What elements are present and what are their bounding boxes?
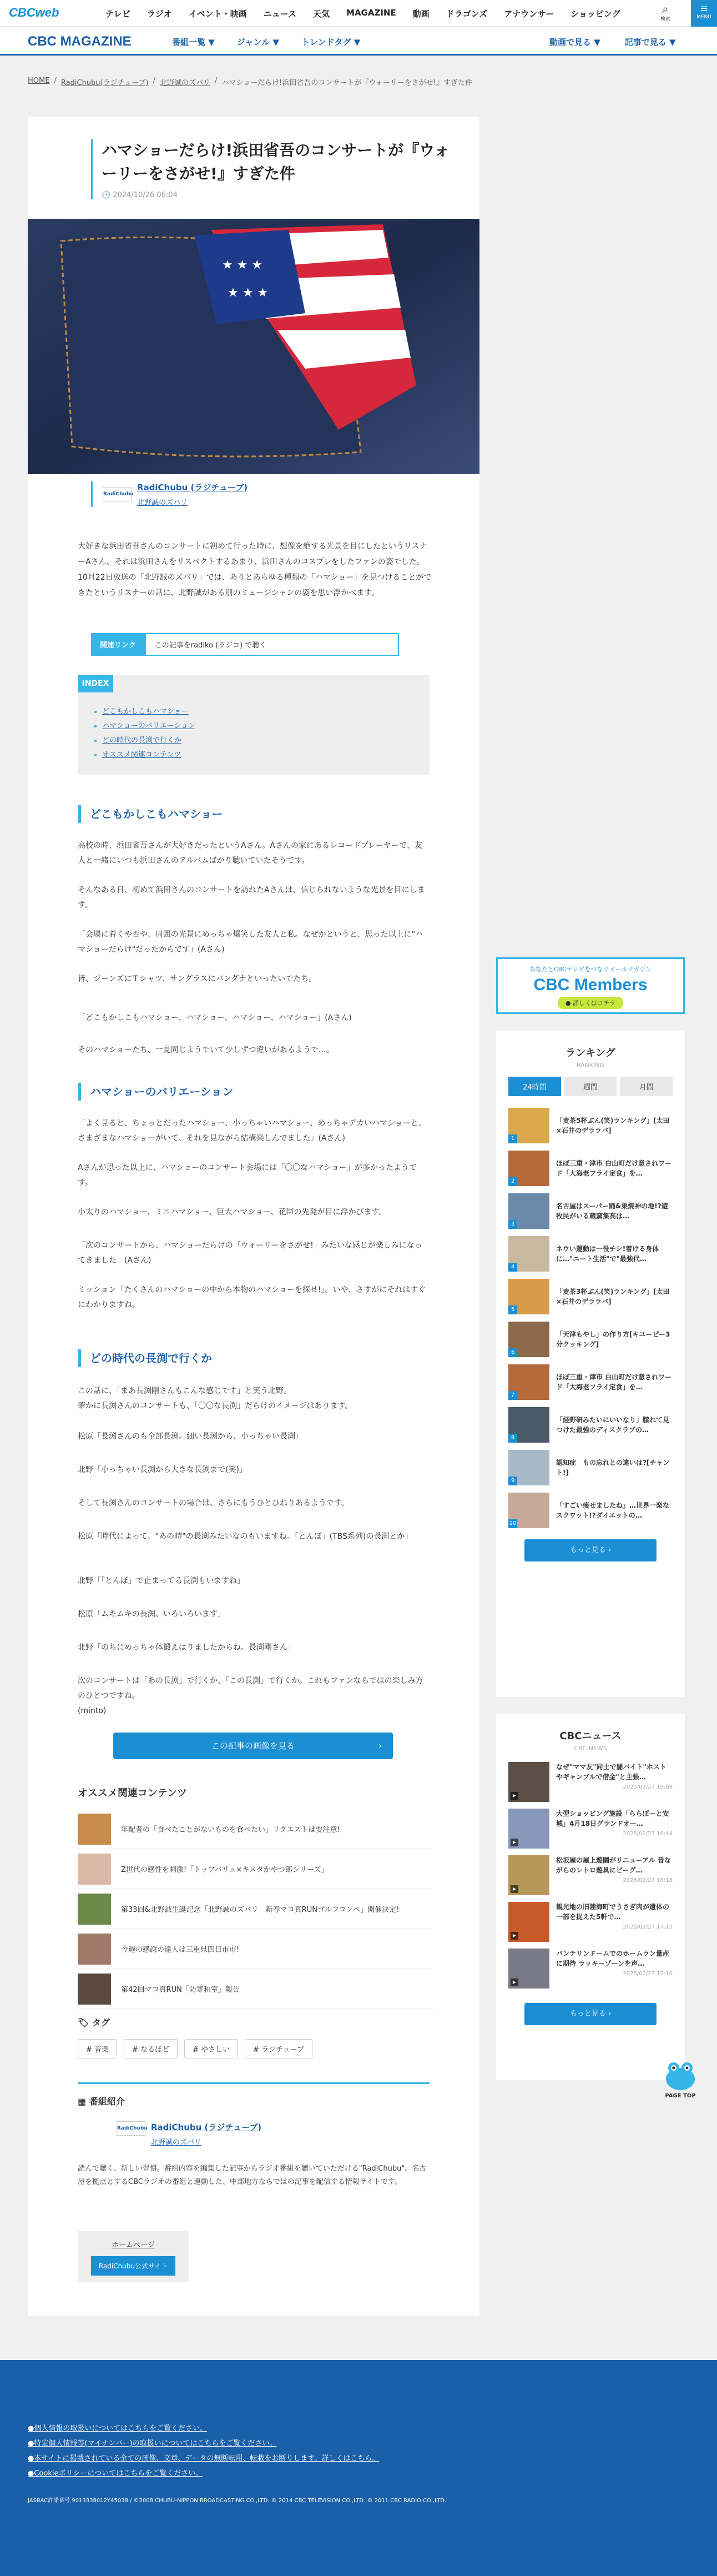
nav-radio[interactable]: ラジオ	[147, 9, 172, 19]
section-paragraph: 小太りのハマショー、ミニハマショー、巨大ハマショー、花帯の先発が目に浮かびます。	[78, 1208, 387, 1217]
radichubu-official-button[interactable]: RadiChubu公式サイト	[91, 2256, 175, 2276]
index-link[interactable]: どの時代の長渕で行くか	[102, 736, 182, 745]
ranking-thumbnail	[508, 1151, 549, 1186]
view-images-label: この記事の画像を見る	[211, 1741, 295, 1751]
recommend-text: 今週の感謝の達人は三重県四日市市!	[121, 1946, 240, 1954]
ranking-thumbnail	[508, 1364, 549, 1400]
news-text: 観光地の旧陸海町でうさぎ肉が遺体の一部を捉えた5軒で…	[556, 1903, 670, 1921]
nav-announcer[interactable]: アナウンサー	[504, 9, 554, 19]
news-title: CBCニュース	[559, 1730, 622, 1742]
ranking-text: ネウい運動は一役チシ!着ける身体に…"ニート生活"で"最強代…	[556, 1244, 659, 1263]
footer-links	[28, 2421, 379, 2481]
divider	[78, 2082, 430, 2084]
section-paragraph: 北野「「とんぼ」で止まってる長渕もいますね」	[78, 1576, 245, 1585]
rank-number: 8	[508, 1434, 517, 1443]
ranking-item[interactable]	[508, 1446, 673, 1489]
footer-link[interactable]: ●Cookieポリシーについてはこちらをご覧ください。	[28, 2469, 203, 2478]
search-label: 検索	[660, 17, 670, 22]
nav-program-list[interactable]: 番組一覧 ▼	[172, 37, 215, 47]
program-info-description: 読んで聴く、新しい習慣。番組内容を編集した記事からラジオ番組を聴いていただける"RadiChubu"。名古屋を拠点とするCBCラジオの番組と連動した、中部地方ならではの記事を配信する情報サイトです。	[78, 2165, 427, 2186]
section-paragraph: そんなある日、初めて浜田さんのコンサートを訪れたAさんは、信じられないような光景を目にします。	[78, 886, 425, 910]
nav-tv[interactable]: テレビ	[105, 9, 130, 19]
ranking-text: 「すごい痩せましたね」…世界一楽なスクワット!?ダイエットの…	[556, 1501, 670, 1519]
ranking-item[interactable]	[508, 1147, 673, 1189]
ranking-thumbnail	[508, 1450, 549, 1485]
news-text: なぜ"ママ友"同士で闇バイト"ホストやギャンブルで借金"と主張…	[556, 1763, 666, 1781]
rank-number: 3	[508, 1220, 517, 1229]
ranking-item[interactable]	[508, 1232, 673, 1275]
rank-number: 4	[508, 1263, 517, 1272]
recommend-thumbnail	[78, 1974, 111, 2005]
section-paragraph: 北野「のちにめっちゃ体鍛えはりましたからね。長渕剛さん」	[78, 1643, 295, 1652]
play-icon: ▶	[511, 1792, 518, 1800]
frog-mascot-icon	[664, 2060, 697, 2091]
global-header	[0, 0, 717, 27]
ranking-text: ほぼ三重・津市 白山町だけ意されワード「大海老フライ定食」を…	[556, 1373, 672, 1391]
section-paragraph: そして長渕さんのコンサートの場合は、さらにもうひとひねりあるようです。	[78, 1499, 349, 1508]
nav-shopping[interactable]: ショッピング	[570, 9, 620, 19]
section-paragraph: そのハマショーたち、一見同じようでいて少しずつ違いがあるようで…。	[78, 1046, 334, 1054]
tag-chip[interactable]: # ラジチューブ	[245, 2039, 312, 2058]
view-images-button[interactable]	[113, 1733, 393, 1759]
program-info-card	[117, 2121, 261, 2147]
recommend-text: Z世代の感性を刺激!「トップバリュ×キメタかやつ郎シリーズ」	[121, 1866, 329, 1874]
tag-chip[interactable]: # やさしい	[184, 2039, 238, 2058]
nav-watch-video[interactable]: 動画で見る ▼	[549, 37, 600, 47]
news-item[interactable]	[508, 1762, 673, 1809]
recommend-text: 第33回&北野誠生誕記念「北野誠のズバリ 新春マコ真RUNゴルフコンペ」開催決定!	[121, 1906, 400, 1914]
page-top-label: PAGE TOP	[665, 2093, 696, 2099]
recommend-list	[78, 1809, 433, 2009]
section-paragraph: 「会場に着くや否や、周囲の光景にめっちゃ爆笑した友人と私。なぜかというと、思った以上に"ハマショーだらけ"だったからです」(Aさん)	[78, 930, 423, 954]
menu-button[interactable]	[691, 0, 717, 27]
section-paragraph: 高校の時、浜田省吾さんが大好きだったというAさん。Aさんの家にあるレコードプレーヤーで、友人と一緒にいつも浜田さんのアルバムばかり聴いていたそうです。	[78, 841, 422, 865]
section-heading: どの時代の長渕で行くか	[78, 1349, 212, 1367]
play-icon: ▶	[511, 1979, 518, 1986]
radichubu-logo: RadiChubu	[117, 2121, 145, 2136]
footer-link[interactable]: ●本サイトに掲載されている全ての画像、文章、データの無断転用、転載をお断りします。詳しくはこちら。	[28, 2454, 380, 2463]
ranking-text: 「麦茶3杯ぶん(笑)ランキング」[太田×石井のデララバ]	[556, 1287, 670, 1305]
tag-chip[interactable]: # なるほど	[124, 2039, 178, 2058]
news-date: 2025/02/27 17:10	[623, 1971, 673, 1977]
ranking-panel	[496, 1031, 685, 1697]
svg-text:★ ★ ★: ★ ★ ★	[228, 286, 269, 300]
index-item	[102, 719, 430, 734]
global-nav	[105, 8, 620, 19]
ranking-text: 「経野研みたいにいいなり」膝れて見つけた最強のディスクラブの…	[556, 1415, 670, 1434]
cbc-web-logo[interactable]: CBCweb	[9, 6, 59, 19]
section-paragraph: 松原「ムキムキの長渕、いろいろいます」	[78, 1610, 225, 1619]
section-paragraph: 次のコンサートは「あの長渕」で行くか、「この長渕」で行くか。これもファンならではの楽しみ方のひとつですね。 (minto)	[78, 1676, 423, 1715]
section-paragraph: 「次のコンサートから、ハマショーだらけの「ウォーリーをさがせ!」みたいな感じが楽しみになってきました」(Aさん)	[78, 1241, 422, 1265]
program-sub-link[interactable]: 北野誠のズバリ	[137, 499, 188, 507]
section-paragraph: 松原「時代によって、"あの時"の長渕みたいなのもいますね。「とんぼ」(TBS系列)の長渕とか」	[78, 1532, 413, 1541]
program-card	[91, 481, 248, 507]
index-link[interactable]: ハマショーのバリエーション	[102, 722, 195, 730]
ranking-text: 「麦茶5杯ぶん(笑)ランキング」[太田×石井のデララバ]	[556, 1116, 670, 1134]
tab-monthly[interactable]: 月間	[620, 1077, 673, 1096]
play-icon: ▶	[511, 1839, 518, 1846]
members-caption: あなたとCBCテレビをつなぐメールマガジン	[529, 966, 652, 973]
recommend-item[interactable]	[78, 1969, 433, 2009]
index-link[interactable]: オススメ関連コンテンツ	[102, 751, 181, 759]
recommend-item[interactable]	[78, 1849, 433, 1889]
tab-weekly[interactable]: 週間	[564, 1077, 617, 1096]
article-date: 🕓 2024/10/26 06:04	[102, 191, 178, 199]
ranking-list	[508, 1104, 673, 1531]
members-detail-pill: ● 詳しくはコチラ	[558, 997, 623, 1009]
ranking-item[interactable]	[508, 1104, 673, 1147]
news-thumbnail	[508, 1949, 549, 1989]
news-date: 2025/02/27 18:18	[623, 1877, 673, 1884]
menu-label: MENU	[696, 14, 711, 20]
ranking-item[interactable]	[508, 1489, 673, 1531]
radiko-listen-link[interactable]: この記事をradiko (ラジコ) で聴く	[145, 633, 399, 656]
section-paragraph: 「よく見ると、ちょっとだったハマショー、小っちゃいハマショー、めっちゃデカいハマショーと、さまざまなハマショーがいて、それを見ながら結構楽しんでました」(Aさん)	[78, 1119, 426, 1143]
recommend-text: 年配者の「食べたことがないものを食べたい」リクエストは要注意!	[121, 1826, 340, 1834]
nav-genre[interactable]: ジャンル ▼	[236, 37, 279, 47]
section-paragraph: Aさんが思った以上に、ハマショーのコンサート会場には「〇〇なハマショー」が多かったようです。	[78, 1163, 417, 1187]
hero-image-jeans-bandana	[28, 219, 479, 474]
ranking-subtitle: RANKING	[576, 1062, 605, 1069]
news-text: バンテリンドームでのホームラン量産に期待 ラッキーゾーンを声…	[556, 1950, 670, 1967]
section-paragraph: この話に、「まあ長渕剛さんもこんな感じです」と笑う北野。 確かに長渕さんのコンサートも、「〇〇な長渕」だらけのイメージはあります。	[78, 1387, 353, 1410]
rank-number: 10	[508, 1519, 517, 1528]
chevron-right-icon: ›	[608, 2010, 612, 2018]
article-title: ハマショーだらけ!浜田省吾のコンサートが『ウォーリーをさがせ!』すぎた件	[102, 141, 450, 183]
recommend-title: オススメ関連コンテンツ	[78, 1787, 187, 1799]
section-paragraph: ミッション「たくさんのハマショーの中から本物のハマショーを探せ!」。いや、さすがにそれはすぐにわかりますね。	[78, 1286, 426, 1309]
program-info-name-link[interactable]: RadiChubu (ラジチューブ)	[151, 2122, 262, 2132]
magazine-nav-right	[549, 36, 676, 48]
ranking-thumbnail	[508, 1236, 549, 1272]
copyright: JASRAC許諾番号 9013338012Y45038 / ©2008 CHUBU-NIPPON BROADCASTING CO.,LTD. © 2014 CBC TELEVISION CO.,LTD. © 2011 CBC RADIO CO.,LTD.	[28, 2498, 447, 2504]
index-item	[102, 734, 430, 748]
ranking-item[interactable]	[508, 1275, 673, 1318]
breadcrumb-current: ハマショーだらけ!浜田省吾のコンサートが『ウォーリーをさがせ!』すぎた件	[221, 79, 473, 87]
ranking-item[interactable]	[508, 1318, 673, 1360]
news-thumbnail	[508, 1902, 549, 1942]
section-paragraph: 松原「長渕さんのも全部長渕。細い長渕から、小っちゃい長渕」	[78, 1432, 303, 1441]
recommend-item[interactable]	[78, 1889, 433, 1929]
recommend-item[interactable]	[78, 1929, 433, 1969]
search-icon: ⌕	[662, 2, 669, 16]
nav-read-article[interactable]: 記事で見る ▼	[624, 37, 676, 47]
news-item[interactable]	[508, 1902, 673, 1949]
rank-number: 7	[508, 1391, 517, 1400]
nav-weather[interactable]: 天気	[313, 9, 330, 19]
page-top-button[interactable]	[658, 2060, 703, 2099]
program-name-link[interactable]: RadiChubu (ラジチューブ)	[137, 483, 248, 493]
recommend-item[interactable]	[78, 1809, 433, 1849]
ranking-item[interactable]	[508, 1360, 673, 1403]
section-paragraph: 「どこもかしこもハマショー、ハマショー、ハマショー、ハマショー」(Aさん)	[78, 1013, 352, 1022]
ranking-text: 「天津もやし」の作り方[キユーピー3分クッキング]	[556, 1330, 670, 1348]
index-list	[102, 705, 430, 762]
news-item[interactable]	[508, 1809, 673, 1855]
nav-news[interactable]: ニュース	[263, 9, 296, 19]
news-date: 2025/02/27 17:13	[623, 1924, 673, 1930]
footer	[0, 2360, 717, 2576]
news-text: 大型ショッピング施設「ららぽーと安城」4月18日グランドオー…	[556, 1810, 669, 1827]
svg-text:★ ★ ★: ★ ★ ★	[222, 258, 263, 272]
hero-illustration	[28, 219, 479, 474]
ranking-text: 名古屋はスーパー踊&巣焼神の地!?遊牧民がいる蔵窯集高は…	[556, 1202, 668, 1220]
recommend-thumbnail	[78, 1934, 111, 1965]
recommend-thumbnail	[78, 1894, 111, 1925]
ranking-item[interactable]	[508, 1403, 673, 1446]
index-item	[102, 705, 430, 719]
program-homepage-box	[78, 2231, 189, 2282]
radichubu-logo: RadiChubu	[103, 487, 132, 501]
magazine-title[interactable]: CBC MAGAZINE	[28, 34, 132, 49]
chevron-right-icon: ›	[608, 1546, 612, 1554]
section-paragraph: 皆、ジーンズにＴシャツ、サングラスにバンダナといったいでたち。	[78, 975, 317, 983]
ranking-title: ランキング	[565, 1047, 615, 1059]
footer-link[interactable]: ●特定個人情報等(マイナンバー)の取扱いについてはこちらをご覧ください。	[28, 2439, 277, 2448]
program-info-sub-link[interactable]: 北野誠のズバリ	[151, 2138, 202, 2147]
recommend-text: 第42回マコ真RUN「防寒和室」報告	[121, 1986, 240, 1994]
magazine-nav	[172, 36, 360, 48]
program-info-title: ▦ 番組紹介	[78, 2096, 125, 2107]
tag-list	[78, 2039, 312, 2058]
index-item	[102, 748, 430, 762]
ranking-thumbnail	[508, 1493, 549, 1528]
tag-chip[interactable]: # 音楽	[78, 2039, 117, 2058]
nav-trend-tag[interactable]: トレンドタグ ▼	[301, 37, 361, 47]
ranking-more-button[interactable]: もっと見る ›	[524, 1539, 657, 1561]
section-heading: どこもかしこもハマショー	[78, 805, 223, 823]
related-link-box	[91, 633, 399, 656]
play-icon: ▶	[511, 1932, 518, 1940]
ranking-thumbnail	[508, 1407, 549, 1443]
rank-number: 5	[508, 1305, 517, 1314]
news-item[interactable]	[508, 1949, 673, 1995]
news-panel	[496, 1714, 685, 2080]
members-title: CBC Members	[533, 976, 648, 994]
ranking-item[interactable]	[508, 1189, 673, 1232]
table-of-contents	[78, 675, 430, 775]
article-lead: 大好きな浜田省吾さんのコンサートに初めて行った時に、想像を絶する光景を目にしたというリスナーAさん。それは浜田さんをリスペクトするあまり、浜田さんのコスプレをしたファンの姿でした。10月22日放送の「北野誠のズバリ」では、ありとあらゆる種類の「ハマショー」を見つけることができたというリスナーの話に、北野誠がある別のミュージシャンの姿を思い浮かべます。	[78, 542, 432, 597]
recommend-thumbnail	[78, 1814, 111, 1845]
news-item[interactable]	[508, 1855, 673, 1902]
cbc-members-banner[interactable]	[496, 957, 685, 1014]
tab-24h[interactable]: 24時間	[508, 1077, 561, 1096]
rank-number: 6	[508, 1348, 517, 1357]
rank-number: 2	[508, 1177, 517, 1186]
ranking-tabs	[508, 1077, 673, 1096]
rank-number: 1	[508, 1134, 517, 1143]
ranking-text: ほぼ三重・津市 白山町だけ意されワード「大海老フライ定食」を…	[556, 1159, 672, 1177]
grid-icon: ▦	[78, 2096, 87, 2107]
news-thumbnail	[508, 1809, 549, 1849]
news-thumbnail	[508, 1855, 549, 1895]
ranking-thumbnail	[508, 1193, 549, 1229]
chevron-right-icon: ›	[378, 1741, 382, 1751]
footer-link[interactable]: ●個人情報の取扱いについてはこちらをご覧ください。	[28, 2424, 208, 2433]
nav-video[interactable]: 動画	[412, 9, 430, 19]
article-header	[91, 139, 452, 199]
breadcrumb-radichubu[interactable]: RadiChubu(ラジチューブ)	[60, 79, 149, 87]
breadcrumb: HOME / RadiChubu(ラジチューブ) / 北野誠のズバリ / ハマショーだらけ!浜田省吾のコンサートが『ウォーリーをさがせ!』すぎた件	[28, 77, 473, 87]
section-paragraph: 北野「小っちゃい長渕から大きな長渕まで(笑)」	[78, 1465, 247, 1474]
nav-dragons[interactable]: ドラゴンズ	[446, 9, 488, 19]
news-text: 松坂屋の屋上遊園がリニューアル 昔ながらのレトロ遊具にビーグ…	[556, 1856, 671, 1874]
search-button[interactable]	[653, 3, 678, 22]
news-subtitle: CBC NEWS	[574, 1745, 607, 1752]
play-icon: ▶	[511, 1885, 518, 1893]
article-container	[28, 117, 479, 2316]
breadcrumb-home[interactable]: HOME	[28, 77, 50, 85]
tag-section-title: 🏷 タグ	[78, 2017, 110, 2028]
nav-event[interactable]: イベント・映画	[188, 9, 247, 19]
ranking-text: 認知症 もの忘れとの違いは?[チャント!]	[556, 1458, 670, 1477]
section-heading: ハマショーのバリエーション	[78, 1083, 233, 1101]
related-link-tag: 関連リンク	[91, 633, 145, 656]
news-date: 2025/02/27 18:44	[623, 1831, 673, 1837]
news-thumbnail	[508, 1762, 549, 1802]
news-more-button[interactable]: もっと見る ›	[524, 2003, 657, 2025]
recommend-thumbnail	[78, 1854, 111, 1885]
breadcrumb-program[interactable]: 北野誠のズバリ	[159, 79, 210, 87]
news-date: 2025/02/27 19:09	[623, 1784, 673, 1790]
magazine-header	[0, 27, 717, 56]
index-link[interactable]: どこもかしこもハマショー	[102, 707, 189, 716]
rank-number: 9	[508, 1477, 517, 1485]
homepage-label: ホームページ	[112, 2241, 155, 2249]
index-title: INDEX	[78, 675, 113, 692]
ranking-thumbnail	[508, 1279, 549, 1314]
hamburger-icon: ≡	[699, 3, 709, 14]
tag-icon: 🏷	[78, 2017, 89, 2028]
ranking-thumbnail	[508, 1108, 549, 1143]
nav-magazine[interactable]: MAGAZINE	[346, 8, 396, 18]
ranking-thumbnail	[508, 1322, 549, 1357]
